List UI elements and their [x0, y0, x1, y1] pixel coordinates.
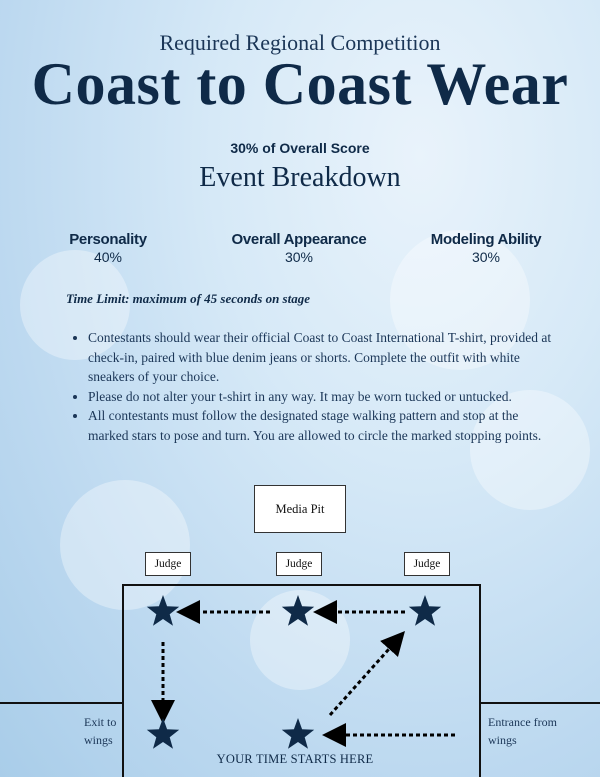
criterion-personality: [8, 231, 208, 265]
criterion-overall-appearance: [199, 231, 399, 265]
criterion-name: Personality: [69, 231, 147, 248]
criterion-modeling-ability: [386, 231, 586, 265]
rule-item: • Contestants should wear their official Coast to Coast International T-shirt, provided at check-in, paired with blue denim jeans or shorts. Complete the outfit with white sneakers of your choice.: [88, 328, 558, 387]
star-icon: [409, 595, 441, 626]
section-title: Event Breakdown: [199, 162, 401, 193]
entrance-label: Entrance from wings: [488, 715, 557, 747]
time-limit: Time Limit: maximum of 45 seconds on stage: [66, 291, 310, 306]
criterion-value: 30%: [284, 249, 314, 265]
star-icon: [147, 595, 179, 626]
media-pit-box: Media Pit: [254, 485, 346, 533]
star-icon: [147, 718, 179, 749]
criterion-name: Overall Appearance: [231, 231, 367, 248]
criterion-value: 30%: [471, 249, 501, 265]
criterion-value: 40%: [93, 249, 123, 265]
score-weight: 30% of Overall Score: [230, 140, 370, 156]
judge-box: Judge: [145, 552, 191, 576]
judge-box: Judge: [276, 552, 322, 576]
event-subtitle: Required Regional Competition: [159, 30, 441, 55]
rule-item: • Please do not alter your t-shirt in any way. It may be worn tucked or untucked.: [88, 387, 558, 407]
rule-item: • All contestants must follow the designated stage walking pattern and stop at the marked stars to pose and turn. You are allowed to circle the marked stopping points.: [88, 406, 558, 445]
criterion-name: Modeling Ability: [430, 231, 542, 248]
star-icon: [282, 595, 314, 626]
rules-list: [70, 328, 558, 445]
judge-box: Judge: [404, 552, 450, 576]
exit-label: Exit to wings: [84, 715, 117, 747]
path-arrow: [330, 640, 397, 715]
page-title: Coast to Coast Wear: [31, 51, 569, 117]
star-icon: [282, 718, 314, 749]
start-label: YOUR TIME STARTS HERE: [216, 752, 374, 766]
